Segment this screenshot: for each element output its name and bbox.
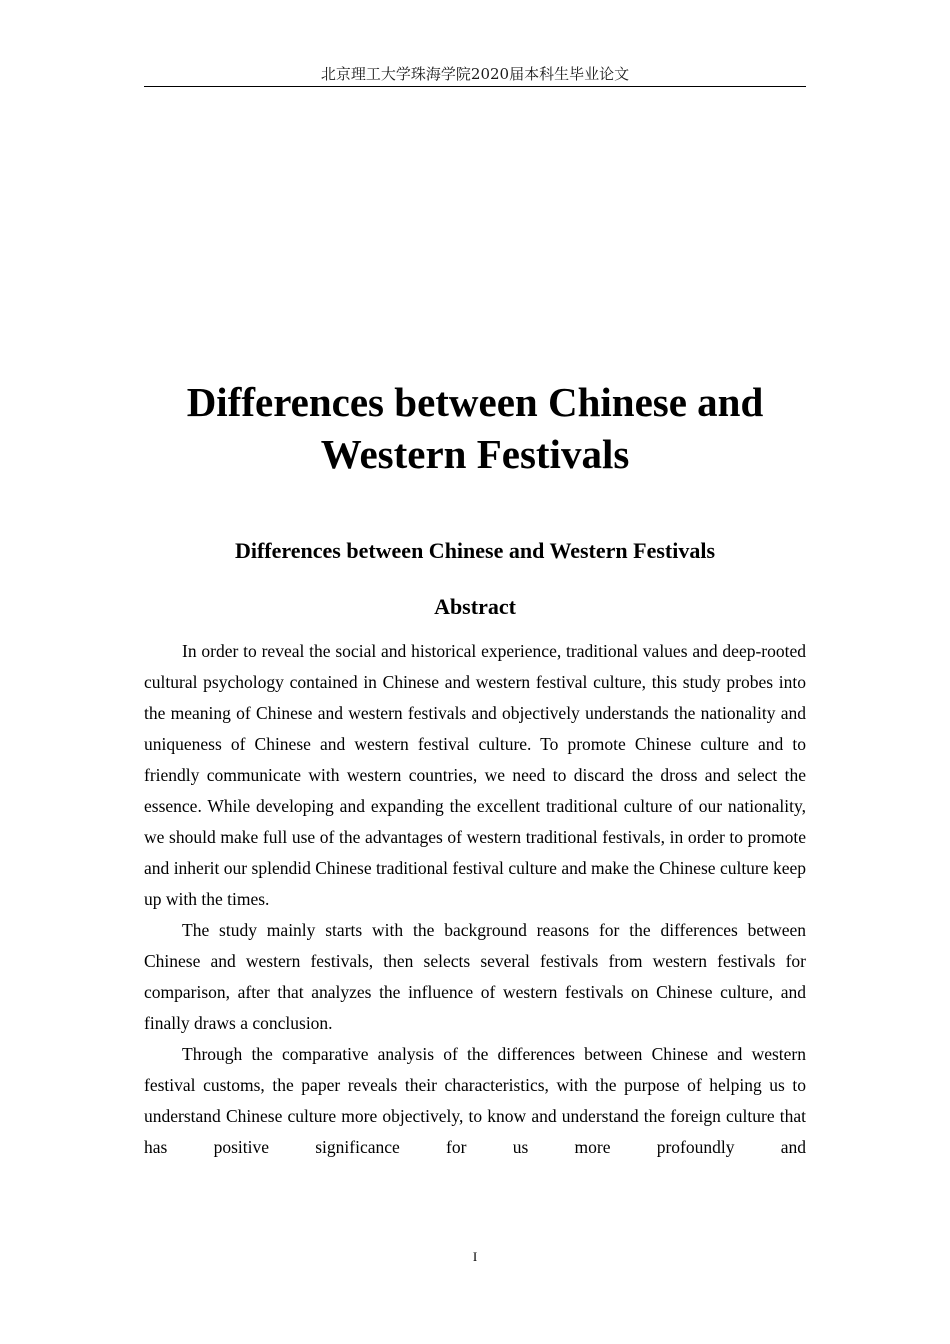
abstract-paragraph: The study mainly starts with the background reasons for the differences between Chinese and western festivals, then selects several festivals from western festivals for comparison, after that analyzes the influence of western festivals on Chinese culture, and finally draws a conclusion. (144, 920, 806, 1033)
thesis-subtitle: Differences between Chinese and Western Festivals (234, 538, 716, 563)
page-header: 北京理工大学珠海学院2020届本科生毕业论文 (144, 64, 806, 87)
page-number: I (472, 1249, 478, 1264)
abstract-heading: Abstract (434, 594, 516, 619)
abstract-paragraph: In order to reveal the social and historical experience, traditional values and deep-rooted cultural psychology contained in Chinese and western festival culture, this study probes into the meaning of Chinese and western festivals and objectively understands the nationality and uniqueness of Chinese and western festival culture. To promote Chinese culture and to friendly communicate with western countries, we need to discard the dross and select the essence. While developing and expanding the excellent traditional culture of our nationality, we should make full use of the advantages of western traditional festivals, in order to promote and inherit our splendid Chinese traditional festival culture and make the Chinese culture keep up with the times. (144, 641, 806, 909)
abstract-paragraph-last: Through the comparative analysis of the differences between Chinese and western festival customs, the paper reveals their characteristics, with the purpose of helping us to understand Chinese culture more objectively, to know and understand the foreign culture that has positive significance for us more profoundly and (144, 1044, 806, 1157)
abstract-body (144, 636, 806, 1163)
thesis-title: Differences between Chinese and Western Festivals (186, 379, 764, 477)
